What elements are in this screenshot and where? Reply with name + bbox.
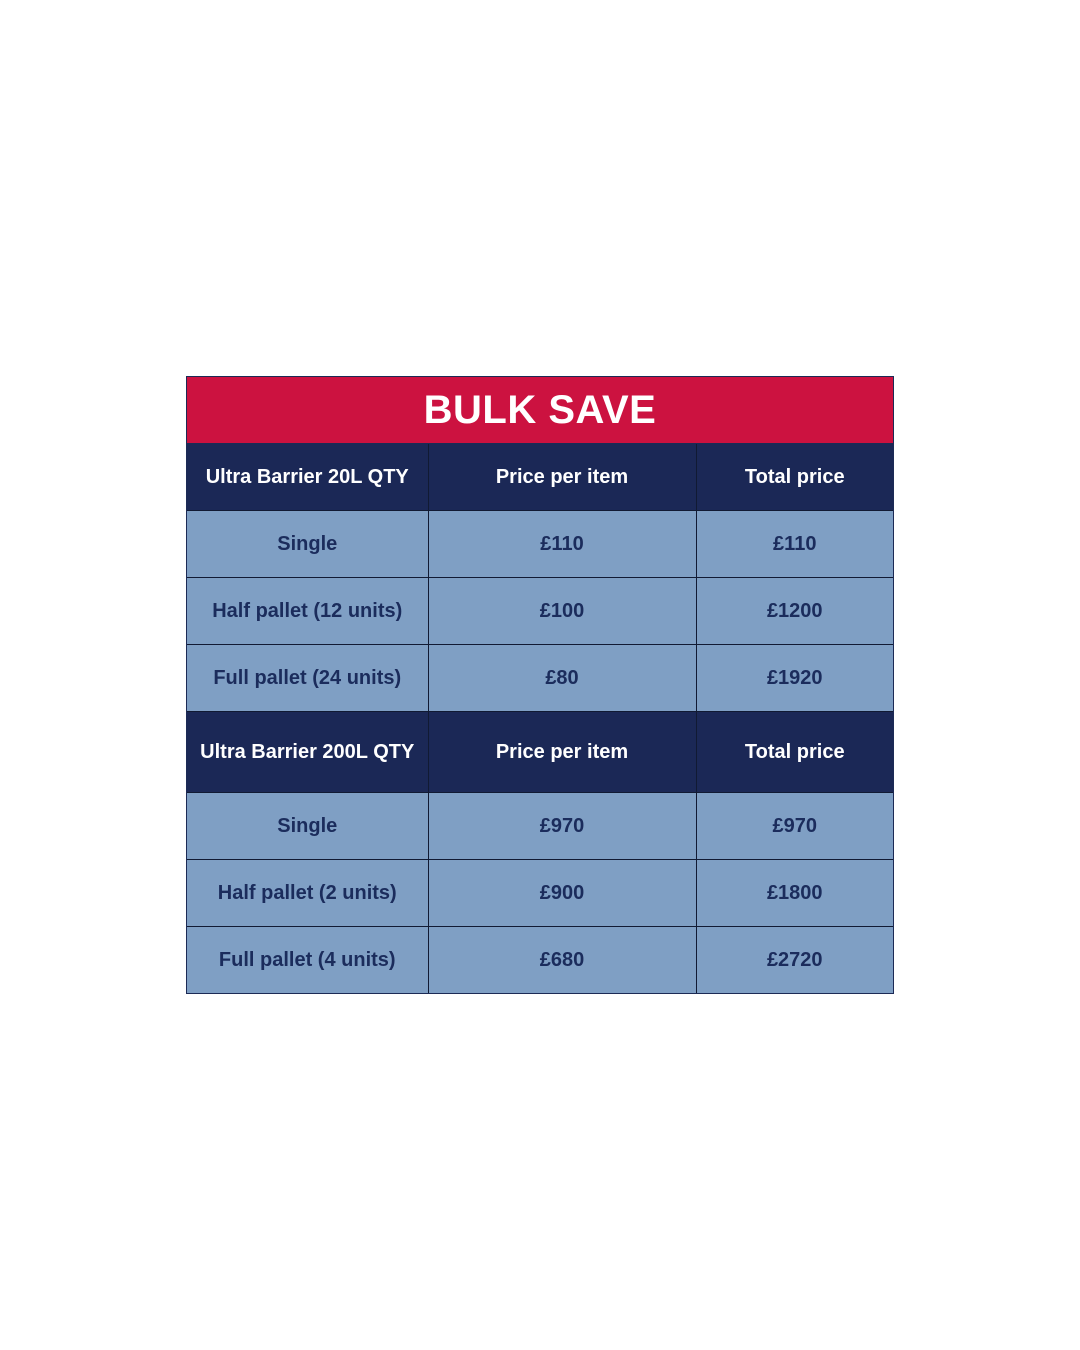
price-per-item-cell: £100 bbox=[428, 578, 696, 645]
table-row bbox=[187, 927, 893, 994]
price-per-item-cell: £900 bbox=[428, 860, 696, 927]
header-total-price: Total price bbox=[696, 444, 893, 511]
table-row bbox=[187, 645, 893, 712]
price-per-item-cell: £80 bbox=[428, 645, 696, 712]
card-title: BULK SAVE bbox=[187, 377, 893, 444]
header-qty: Ultra Barrier 20L QTY bbox=[187, 444, 428, 511]
total-price-cell: £110 bbox=[696, 511, 893, 578]
table-row bbox=[187, 511, 893, 578]
qty-cell: Full pallet (4 units) bbox=[187, 927, 428, 994]
table-row bbox=[187, 578, 893, 645]
table-row bbox=[187, 860, 893, 927]
qty-cell: Full pallet (24 units) bbox=[187, 645, 428, 712]
total-price-cell: £1200 bbox=[696, 578, 893, 645]
total-price-cell: £1800 bbox=[696, 860, 893, 927]
price-per-item-cell: £680 bbox=[428, 927, 696, 994]
qty-cell: Half pallet (2 units) bbox=[187, 860, 428, 927]
table-header-row bbox=[187, 712, 893, 793]
total-price-cell: £970 bbox=[696, 793, 893, 860]
price-per-item-cell: £110 bbox=[428, 511, 696, 578]
qty-cell: Single bbox=[187, 793, 428, 860]
header-qty: Ultra Barrier 200L QTY bbox=[187, 712, 428, 793]
qty-cell: Half pallet (12 units) bbox=[187, 578, 428, 645]
header-price-per-item: Price per item bbox=[428, 712, 696, 793]
table-header-row bbox=[187, 444, 893, 511]
bulk-save-card bbox=[186, 376, 894, 994]
total-price-cell: £2720 bbox=[696, 927, 893, 994]
price-table bbox=[187, 444, 893, 993]
header-price-per-item: Price per item bbox=[428, 444, 696, 511]
header-total-price: Total price bbox=[696, 712, 893, 793]
price-per-item-cell: £970 bbox=[428, 793, 696, 860]
total-price-cell: £1920 bbox=[696, 645, 893, 712]
qty-cell: Single bbox=[187, 511, 428, 578]
table-row bbox=[187, 793, 893, 860]
